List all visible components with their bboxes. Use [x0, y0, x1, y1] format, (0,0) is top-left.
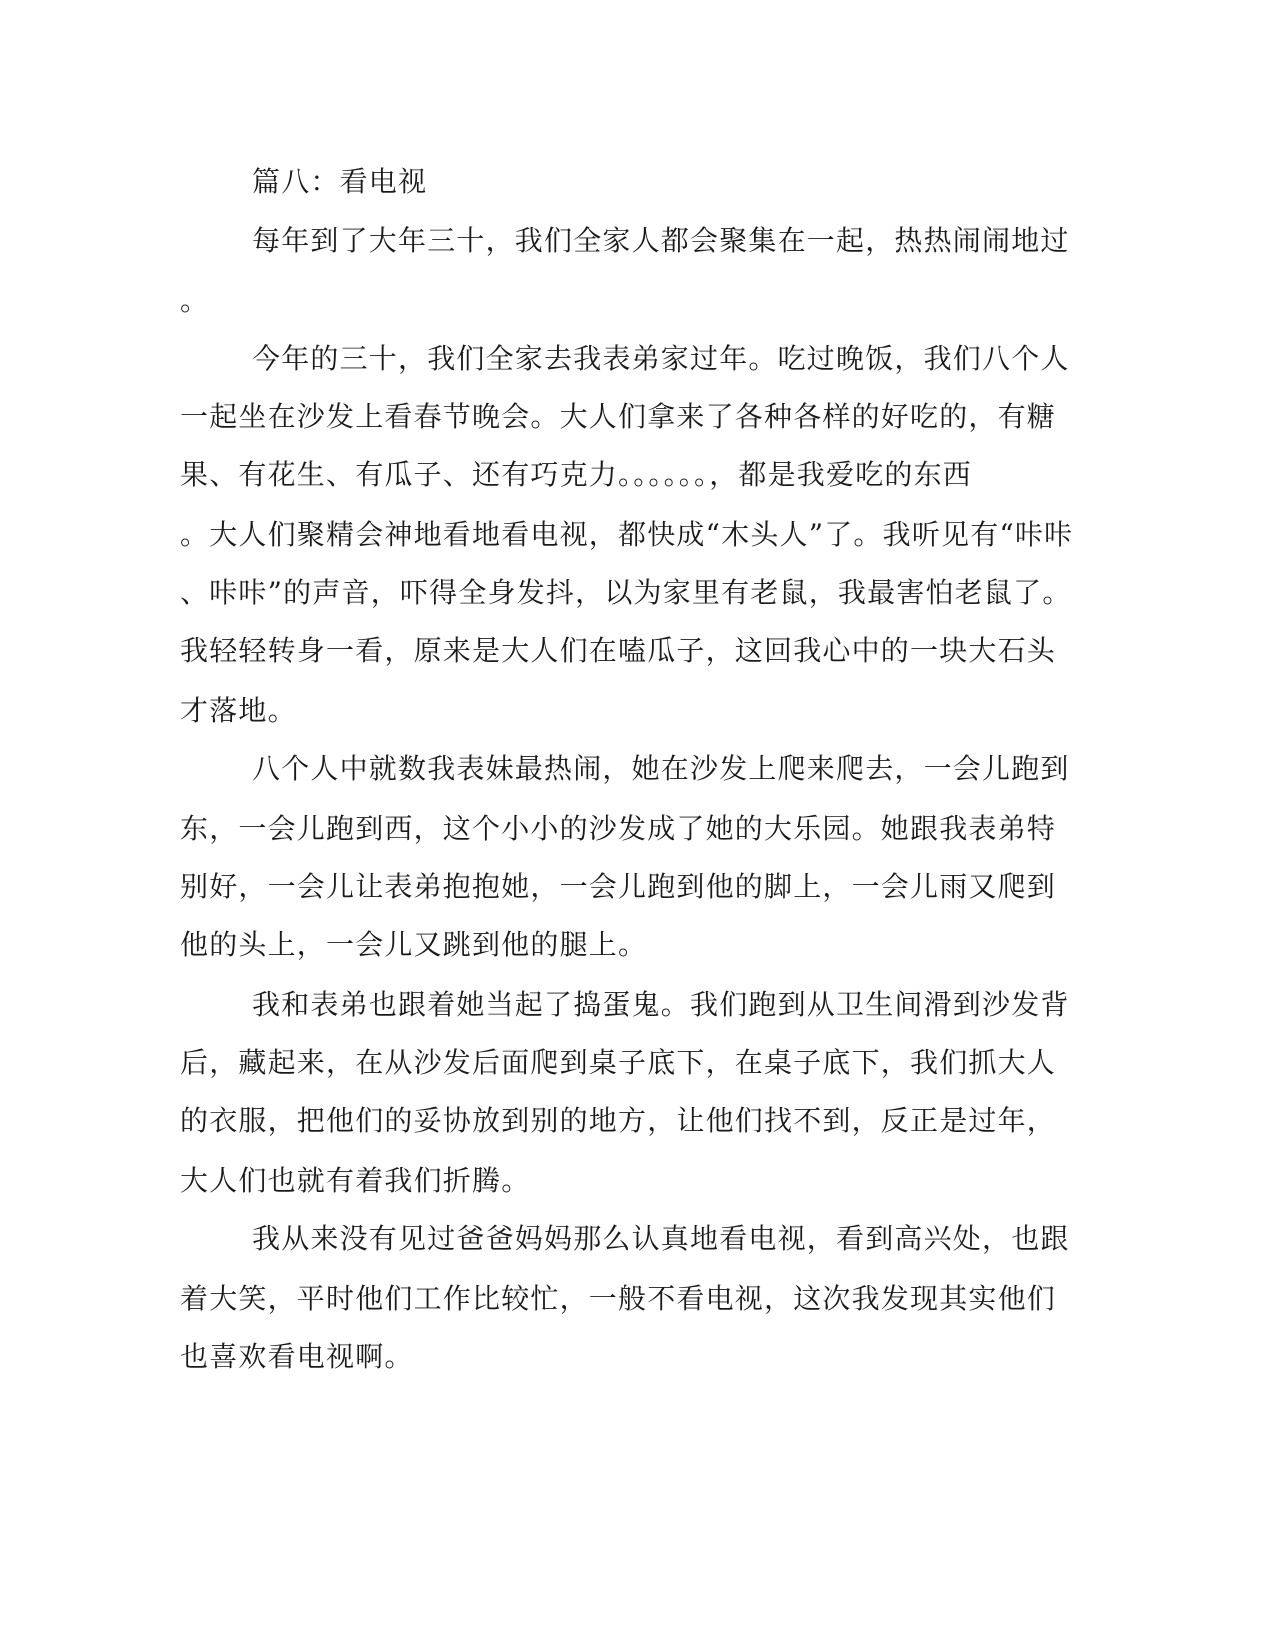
paragraph-3-line-1: 八个人中就数我表妹最热闹，她在沙发上爬来爬去，一会儿跑到 [252, 752, 1070, 785]
paragraph-4-line-3: 的衣服，把他们的妥协放到别的地方，让他们找不到，反正是过年， [180, 1104, 1057, 1137]
paragraph-2-line-1: 今年的三十，我们全家去我表弟家过年。吃过晚饭，我们八个人 [252, 342, 1070, 375]
paragraph-4-line-2: 后，藏起来，在从沙发后面爬到桌子底下，在桌子底下，我们抓大人 [180, 1046, 1057, 1079]
paragraph-2-line-4: 。大人们聚精会神地看地看电视，都快成“木头人”了。我听见有“咔咔 [180, 518, 1074, 551]
paragraph-2-line-3: 果、有花生、有瓜子、还有巧克力。。。。。。，都是我爱吃的东西 [180, 458, 973, 491]
paragraph-1-line-1: 每年到了大年三十，我们全家人都会聚集在一起，热热闹闹地过 [252, 224, 1070, 257]
paragraph-3-line-4: 他的头上，一会儿又跳到他的腿上。 [180, 928, 648, 961]
paragraph-2-line-6: 我轻轻转身一看，原来是大人们在嗑瓜子，这回我心中的一块大石头 [180, 634, 1057, 667]
paragraph-4-line-1: 我和表弟也跟着她当起了捣蛋鬼。我们跑到从卫生间滑到沙发背 [252, 988, 1070, 1021]
paragraph-3-line-3: 别好，一会儿让表弟抱抱她，一会儿跑到他的脚上，一会儿雨又爬到 [180, 870, 1057, 903]
paragraph-5-line-1: 我从来没有见过爸爸妈妈那么认真地看电视，看到高兴处，也跟 [252, 1222, 1070, 1255]
paragraph-2-line-5: 、咔咔”的声音，吓得全身发抖，以为家里有老鼠，我最害怕老鼠了。 [180, 576, 1072, 609]
paragraph-2-line-2: 一起坐在沙发上看春节晚会。大人们拿来了各种各样的好吃的，有糖 [180, 400, 1057, 433]
paragraph-4-line-4: 大人们也就有着我们折腾。 [180, 1164, 531, 1197]
paragraph-2-line-7: 才落地。 [180, 694, 297, 727]
paragraph-1-line-2: 。 [180, 284, 210, 317]
paragraph-5-line-3: 也喜欢看电视啊。 [180, 1340, 414, 1373]
document-title: 篇八：看电视 [252, 165, 428, 198]
paragraph-3-line-2: 东，一会儿跑到西，这个小小的沙发成了她的大乐园。她跟我表弟特 [180, 812, 1057, 845]
paragraph-5-line-2: 着大笑，平时他们工作比较忙，一般不看电视，这次我发现其实他们 [180, 1282, 1057, 1315]
